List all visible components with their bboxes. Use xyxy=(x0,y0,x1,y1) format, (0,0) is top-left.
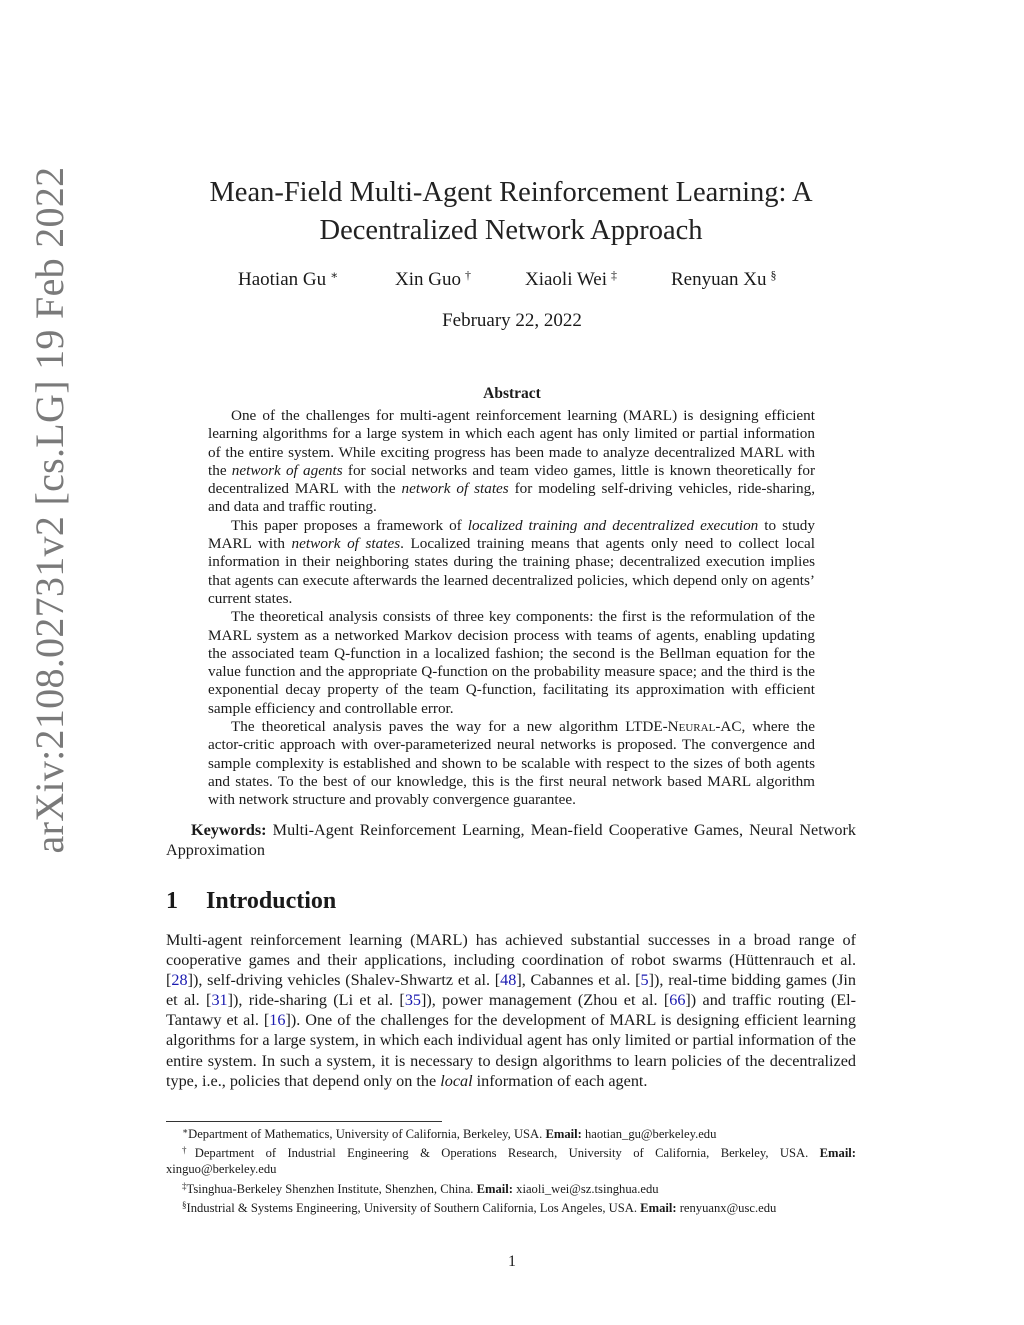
author-1: Haotian Gu ∗ xyxy=(238,268,339,290)
citation-31[interactable]: 31 xyxy=(211,991,228,1010)
abstract-paragraph-3: The theoretical analysis consists of three key components: the first is the reformulation of the MARL system as a networked Markov decision process with teams of agents, enabling updating the associated team Q-function in a localized fashion; the second is the Bellman equation for the value function and the appropriate Q-function on the probability measure space; and the third is the exponential decay property of the team Q-function, facilitating its approximation with efficient sample efficiency and controllable error. xyxy=(208,608,815,717)
footnote-1-email: haotian_gu@berkeley.edu xyxy=(581,1127,717,1141)
section-title: Introduction xyxy=(206,888,337,914)
paper-title: Mean-Field Multi-Agent Reinforcement Learning: A Decentralized Network Approach xyxy=(209,177,813,246)
author-3: Xiaoli Wei ‡ xyxy=(525,268,618,290)
introduction-paragraph: Multi-agent reinforcement learning (MARL) has achieved substantial successes in a broad range of cooperative games and their applications, including coordination of robot swarms (Hüttenrauch et al. [28]), self-driving vehicles (Shalev-Shwartz et al. [48], Cabannes et al. [5]), real-time bidding games (Jin et al. [31]), ride-sharing (Li et al. [35]), power management (Zhou et al. [66]) and traffic routing (El-Tantawy et al. [16]). One of the challenges for the development of MARL is designing efficient learning algorithms for a large system, in which each individual agent has only limited or partial information of the entire system. In such a system, it is necessary to design algorithms to learn policies of the decentralized type, i.e., policies that depend only on the local information of each agent. xyxy=(166,931,856,1090)
footnote-3: ‡Tsinghua-Berkeley Shenzhen Institute, Shenzhen, China. Email: xiaoli_wei@sz.tsinghua.edu xyxy=(182,1180,659,1196)
abstract-paragraph-1: One of the challenges for multi-agent reinforcement learning (MARL) is designing efficient learning algorithms for a large system in which each agent has only limited or partial information of the entire system. While exciting progress has been made to analyze decentralized MARL with the network of agents for social networks and team video games, little is known theoretically for decentralized MARL with the network of states for modeling self-driving vehicles, ride-sharing, and data and traffic routing. xyxy=(208,407,815,516)
author-list xyxy=(0,268,1024,298)
keywords xyxy=(166,820,856,860)
abstract-paragraph-4: The theoretical analysis paves the way for a new algorithm LTDE-Neural-AC, where the actor-critic approach with over-parameterized neural networks is proposed. The convergence and sample complexity is established and shown to be scalable with respect to the sizes of both agents and states. To the best of our knowledge, this is the first neural network based MARL algorithm with network structure and provably convergence guarantee. xyxy=(208,718,815,809)
citation-16[interactable]: 16 xyxy=(269,1011,286,1030)
citation-66[interactable]: 66 xyxy=(669,991,686,1010)
footnote-2: †Department of Industrial Engineering & Operations Research, University of California, Berkeley, USA. Email: xinguo@berkeley.edu xyxy=(166,1145,857,1177)
footnote-1: ∗Department of Mathematics, University of California, Berkeley, USA. Email: haotian_gu@berkeley.edu xyxy=(182,1126,717,1141)
footnote-2-email: xinguo@berkeley.edu xyxy=(166,1162,277,1177)
footnote-4-email: renyuanx@usc.edu xyxy=(676,1200,777,1215)
footnote-rule xyxy=(166,1121,442,1122)
publication-date: February 22, 2022 xyxy=(442,310,582,331)
abstract-paragraph-2: This paper proposes a framework of localized training and decentralized execution to study MARL with network of states. Localized training means that agents only need to collect local information in their neighboring states during the training phase; decentralized execution implies that agents can execute afterwards the learned decentralized policies, which depend only on agents’ current states. xyxy=(208,516,816,607)
footnote-3-email: xiaoli_wei@sz.tsinghua.edu xyxy=(513,1181,659,1196)
citation-5[interactable]: 5 xyxy=(640,971,649,990)
keywords-text: Multi-Agent Reinforcement Learning, Mean-field Cooperative Games, Neural Network Approximation xyxy=(166,821,856,859)
section-number: 1 xyxy=(166,888,178,914)
footnotes xyxy=(166,1123,856,1216)
abstract-heading: Abstract xyxy=(483,385,541,402)
citation-48[interactable]: 48 xyxy=(500,971,517,990)
page-number: 1 xyxy=(508,1253,516,1270)
citation-28[interactable]: 28 xyxy=(171,971,188,990)
keywords-label: Keywords: xyxy=(191,821,267,839)
abstract-body xyxy=(208,407,815,810)
arxiv-identifier-stamp: arXiv:2108.02731v2 [cs.LG] 19 Feb 2022 xyxy=(27,166,72,854)
author-2-mark: † xyxy=(464,268,471,282)
author-1-mark: ∗ xyxy=(330,268,339,282)
author-4: Renyuan Xu § xyxy=(671,268,777,290)
section-heading-introduction xyxy=(166,888,336,915)
author-3-mark: ‡ xyxy=(611,268,618,282)
citation-35[interactable]: 35 xyxy=(404,991,421,1010)
author-2: Xin Guo † xyxy=(395,268,471,290)
author-4-mark: § xyxy=(770,268,777,282)
footnote-4: §Industrial & Systems Engineering, University of Southern California, Los Angeles, USA. Email: renyuanx@usc.edu xyxy=(182,1199,777,1215)
